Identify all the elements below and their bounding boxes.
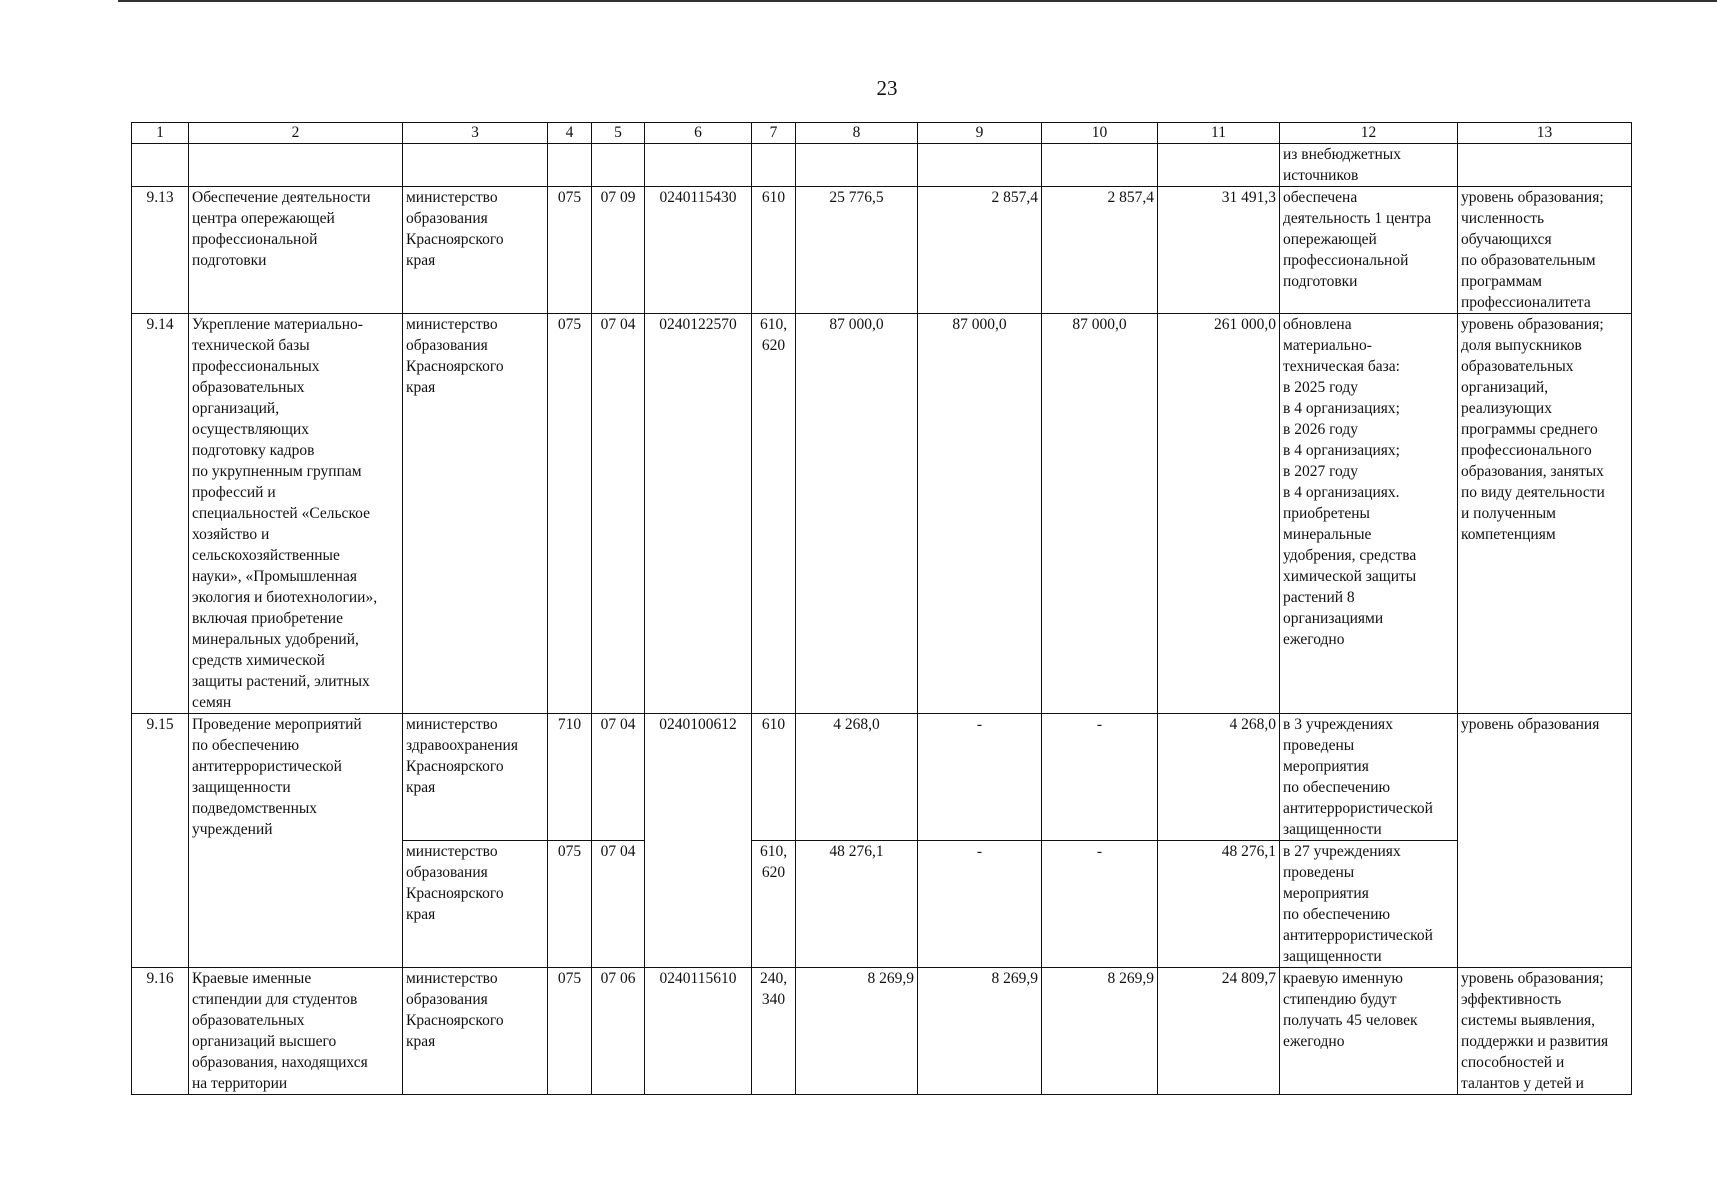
column-header: 6 xyxy=(645,123,752,144)
vr-code: 610, 620 xyxy=(752,314,796,714)
csr-code: 0240100612 xyxy=(645,714,752,968)
table-row xyxy=(132,187,1632,314)
executor-cell: министерство образования Красноярского края xyxy=(403,314,548,714)
amount-2025: 8 269,9 xyxy=(796,968,918,1095)
vr-code: 610 xyxy=(752,714,796,841)
result-cell: краевую именную стипендию будут получать 45 человек ежегодно xyxy=(1280,968,1458,1095)
amount-2027: - xyxy=(1042,841,1158,968)
item-number: 9.13 xyxy=(132,187,189,314)
grbs-code: 075 xyxy=(548,841,592,968)
indicator-cell: уровень образования xyxy=(1458,714,1632,968)
result-cell: в 3 учреждениях проведены мероприятия по обеспечению антитеррористической защищенности xyxy=(1280,714,1458,841)
column-header: 9 xyxy=(918,123,1042,144)
amount-2027: 87 000,0 xyxy=(1042,314,1158,714)
measure-name: Обеспечение деятельности центра опережающей профессиональной подготовки xyxy=(189,187,403,314)
csr-code: 0240122570 xyxy=(645,314,752,714)
measure-name: Укрепление материально- технической базы профессиональных образовательных организаций, осуществляющих подготовку кадров по укрупненным группам профессий и специальностей «Сельское хозяйство и сельскохозяйственные науки», «Промышленная экология и биотехнологии», включая приобретение минеральных удобрений, средств химической защиты растений, элитных семян xyxy=(189,314,403,714)
amount-2027: 2 857,4 xyxy=(1042,187,1158,314)
column-number-row xyxy=(132,123,1632,144)
amount-2025: 48 276,1 xyxy=(796,841,918,968)
csr-code: 0240115610 xyxy=(645,968,752,1095)
amount-total: 48 276,1 xyxy=(1158,841,1280,968)
item-number: 9.14 xyxy=(132,314,189,714)
result-cell: из внебюджетных источников xyxy=(1280,144,1458,187)
amount-2026: 87 000,0 xyxy=(918,314,1042,714)
amount-2025: 4 268,0 xyxy=(796,714,918,841)
measure-name: Краевые именные стипендии для студентов образовательных организаций высшего образования, находящихся на территории xyxy=(189,968,403,1095)
result-cell: обеспечена деятельность 1 центра опережающей профессиональной подготовки xyxy=(1280,187,1458,314)
amount-2026: - xyxy=(918,714,1042,841)
column-header: 7 xyxy=(752,123,796,144)
amount-2026: 8 269,9 xyxy=(918,968,1042,1095)
table-row xyxy=(132,714,1632,841)
vr-code: 610 xyxy=(752,187,796,314)
rzpr-code: 07 04 xyxy=(592,314,645,714)
scan-top-edge xyxy=(118,0,1717,2)
column-header: 2 xyxy=(189,123,403,144)
amount-2025: 25 776,5 xyxy=(796,187,918,314)
column-header: 8 xyxy=(796,123,918,144)
column-header: 4 xyxy=(548,123,592,144)
rzpr-code: 07 06 xyxy=(592,968,645,1095)
table-row xyxy=(132,314,1632,714)
rzpr-code: 07 04 xyxy=(592,714,645,841)
executor-cell: министерство образования Красноярского края xyxy=(403,187,548,314)
item-number: 9.16 xyxy=(132,968,189,1095)
column-header: 11 xyxy=(1158,123,1280,144)
vr-code: 610, 620 xyxy=(752,841,796,968)
column-header: 1 xyxy=(132,123,189,144)
indicator-cell: уровень образования; численность обучающихся по образовательным программам профессионалитета xyxy=(1458,187,1632,314)
amount-2027: 8 269,9 xyxy=(1042,968,1158,1095)
amount-total: 261 000,0 xyxy=(1158,314,1280,714)
executor-cell: министерство образования Красноярского края xyxy=(403,841,548,968)
grbs-code: 075 xyxy=(548,968,592,1095)
indicator-cell: уровень образования; доля выпускников образовательных организаций, реализующих программы среднего профессионального образования, занятых по виду деятельности и полученным компетенциям xyxy=(1458,314,1632,714)
amount-2027: - xyxy=(1042,714,1158,841)
indicator-cell: уровень образования; эффективность системы выявления, поддержки и развития способностей и талантов у детей и xyxy=(1458,968,1632,1095)
grbs-code: 075 xyxy=(548,314,592,714)
rzpr-code: 07 09 xyxy=(592,187,645,314)
grbs-code: 075 xyxy=(548,187,592,314)
item-number: 9.15 xyxy=(132,714,189,968)
program-measures-table xyxy=(131,122,1632,1095)
executor-cell: министерство образования Красноярского края xyxy=(403,968,548,1095)
column-header: 5 xyxy=(592,123,645,144)
column-header: 3 xyxy=(403,123,548,144)
amount-total: 4 268,0 xyxy=(1158,714,1280,841)
amount-total: 24 809,7 xyxy=(1158,968,1280,1095)
grbs-code: 710 xyxy=(548,714,592,841)
measure-name: Проведение мероприятий по обеспечению антитеррористической защищенности подведомственных учреждений xyxy=(189,714,403,968)
vr-code: 240, 340 xyxy=(752,968,796,1095)
amount-2025: 87 000,0 xyxy=(796,314,918,714)
column-header: 13 xyxy=(1458,123,1632,144)
csr-code: 0240115430 xyxy=(645,187,752,314)
page-number: 23 xyxy=(876,76,898,100)
table-row xyxy=(132,968,1632,1095)
table-row-continuation xyxy=(132,144,1632,187)
result-cell: обновлена материально- техническая база: в 2025 году в 4 организациях; в 2026 году в 4 организациях; в 2027 году в 4 организациях. приобретены минеральные удобрения, средства химической защиты растений 8 организациями ежегодно xyxy=(1280,314,1458,714)
rzpr-code: 07 04 xyxy=(592,841,645,968)
result-cell: в 27 учреждениях проведены мероприятия по обеспечению антитеррористической защищенности xyxy=(1280,841,1458,968)
executor-cell: министерство здравоохранения Красноярского края xyxy=(403,714,548,841)
amount-2026: 2 857,4 xyxy=(918,187,1042,314)
amount-total: 31 491,3 xyxy=(1158,187,1280,314)
amount-2026: - xyxy=(918,841,1042,968)
column-header: 12 xyxy=(1280,123,1458,144)
column-header: 10 xyxy=(1042,123,1158,144)
